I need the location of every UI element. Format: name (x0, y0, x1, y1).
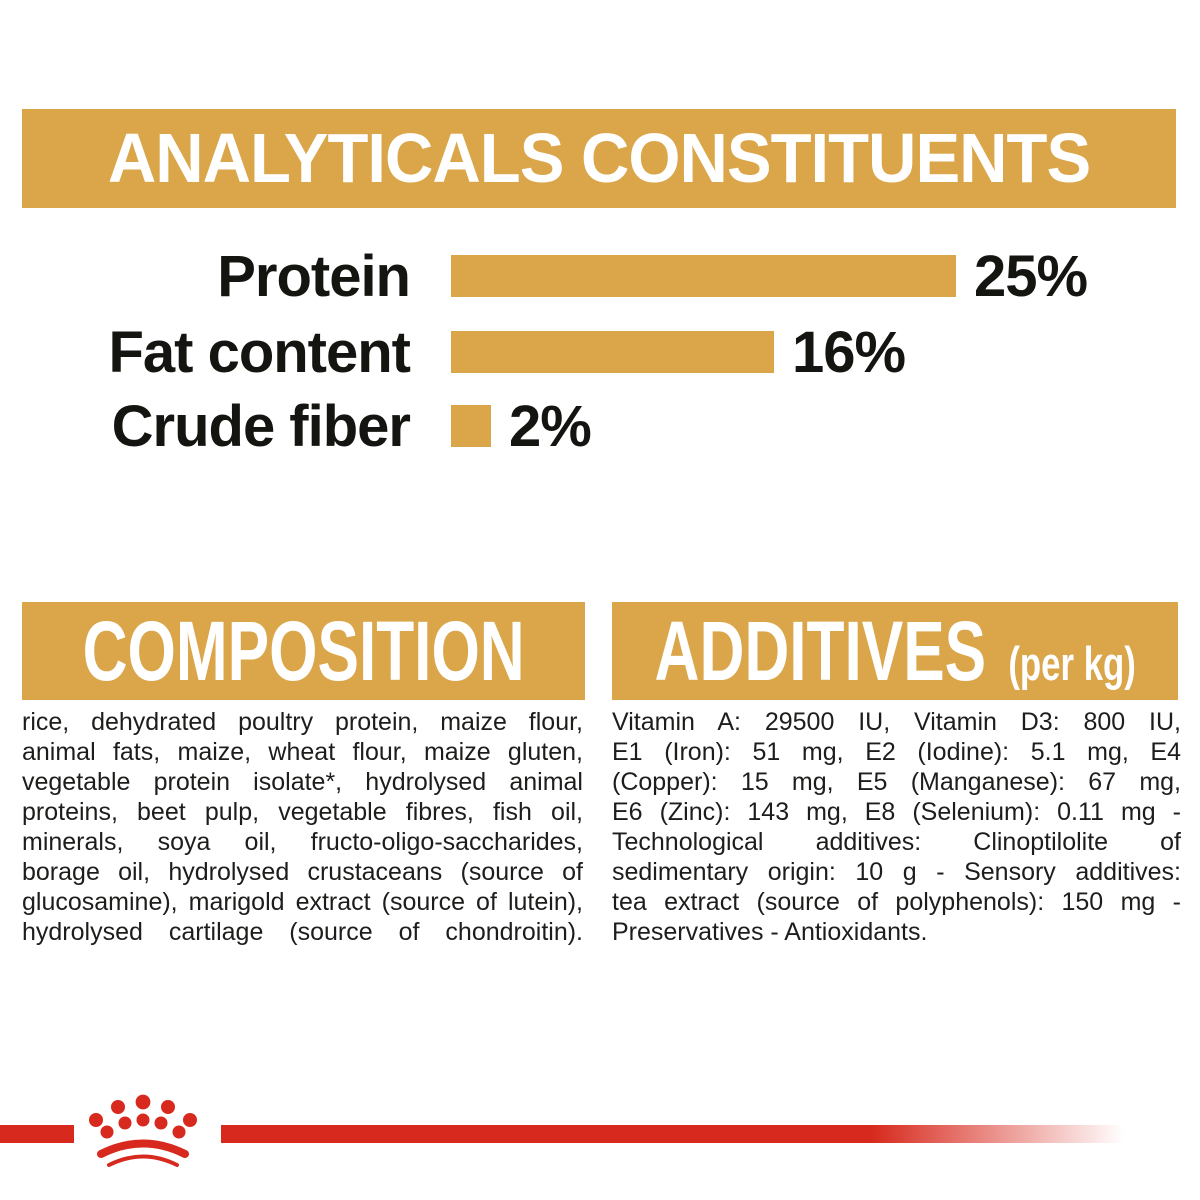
additives-text (612, 707, 1181, 947)
additives-line: Technological additives: Clinoptilolite of (612, 828, 1181, 856)
composition-line: vegetable protein isolate*, hydrolysed animal (22, 768, 583, 796)
composition-line: borage oil, hydrolysed crustaceans (source of (22, 858, 583, 886)
composition-line: proteins, beet pulp, vegetable fibres, fish oil, (22, 798, 583, 826)
analytical-constituents-banner (22, 109, 1176, 208)
composition-line: hydrolysed cartilage (source of chondroitin). (22, 918, 583, 946)
additives-banner (612, 602, 1178, 700)
additives-line: Vitamin A: 29500 IU, Vitamin D3: 800 IU, (612, 708, 1181, 736)
bar-label: Crude fiber (111, 393, 410, 459)
chart-row-protein (0, 243, 1200, 309)
additives-line: (Copper): 15 mg, E5 (Manganese): 67 mg, (612, 768, 1181, 796)
bar-crude-fiber (451, 405, 491, 447)
royal-canin-crown-icon (85, 1092, 203, 1174)
additives-line: E6 (Zinc): 143 mg, E8 (Selenium): 0.11 mg - (612, 798, 1181, 826)
composition-text (22, 707, 583, 947)
composition-title: COMPOSITION (82, 604, 525, 698)
bar-label: Fat content (108, 319, 410, 385)
composition-banner (22, 602, 585, 700)
additives-title-suffix: (per kg) (1008, 637, 1136, 690)
additives-line: tea extract (source of polyphenols): 150 mg - (612, 888, 1181, 916)
additives-line: sedimentary origin: 10 g - Sensory additives: (612, 858, 1181, 886)
bar-value: 2% (509, 393, 591, 459)
chart-row-crude-fiber (0, 393, 1200, 459)
additives-line: Preservatives - Antioxidants. (612, 918, 928, 946)
footer-red-band-left (0, 1125, 74, 1143)
chart-row-fat-content (0, 319, 1200, 385)
composition-line: glucosamine), marigold extract (source of lutein), (22, 888, 583, 916)
composition-line: rice, dehydrated poultry protein, maize flour, (22, 708, 583, 736)
bar-value: 25% (974, 243, 1088, 309)
bar-protein (451, 255, 956, 297)
bar-fat-content (451, 331, 774, 373)
analytical-constituents-chart (0, 243, 1200, 459)
footer-red-band-right (221, 1125, 1124, 1143)
additives-line: E1 (Iron): 51 mg, E2 (Iodine): 5.1 mg, E4 (612, 738, 1181, 766)
page-title: ANALYTICALS CONSTITUENTS (107, 119, 1091, 198)
bar-value: 16% (792, 319, 906, 385)
composition-line: animal fats, maize, wheat flour, maize gluten, (22, 738, 583, 766)
additives-title: ADDITIVES (654, 604, 986, 698)
composition-line: minerals, soya oil, fructo-oligo-saccharides, (22, 828, 583, 856)
bar-label: Protein (217, 243, 410, 309)
